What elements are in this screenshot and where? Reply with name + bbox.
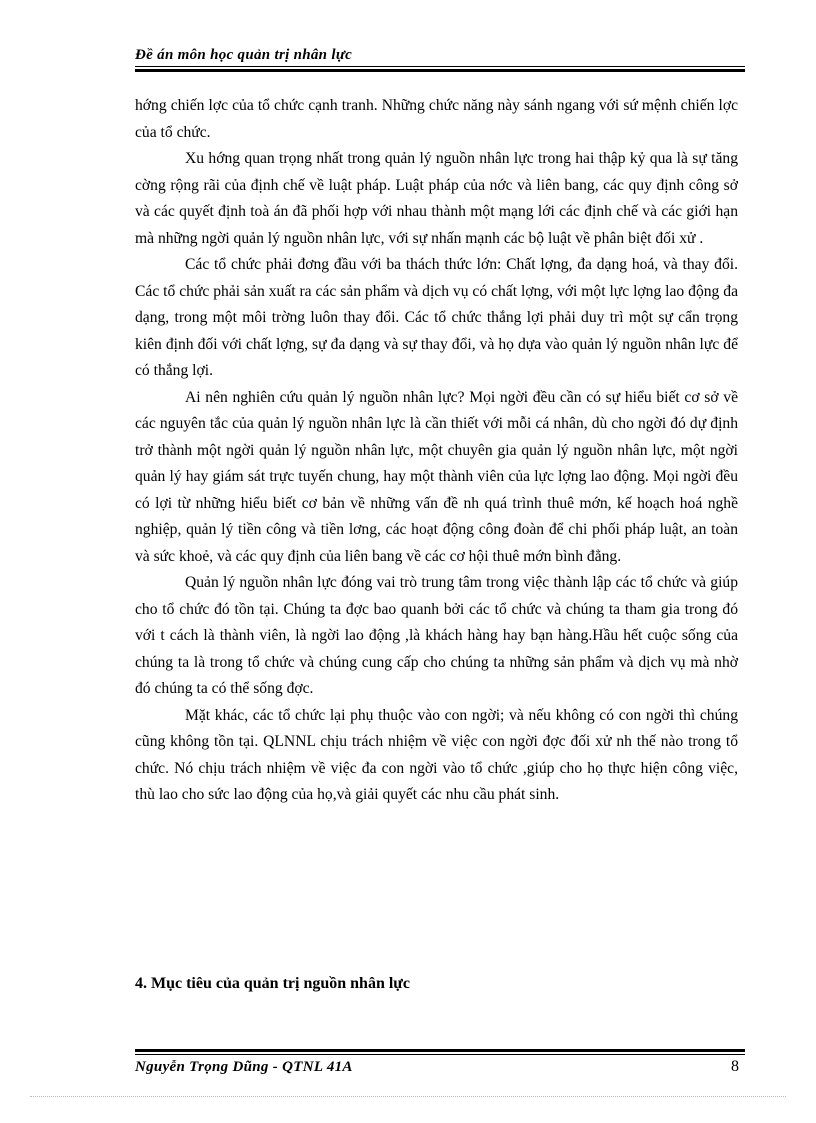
paragraph: hớng chiến lợc của tổ chức cạnh tranh. Những chức năng này sánh ngang với sứ mệnh chiến lợc của tổ chức. xyxy=(135,97,738,141)
body-text xyxy=(135,93,738,809)
header-rule-thin xyxy=(135,66,745,67)
footer-rule-thick xyxy=(135,1049,745,1052)
page-header xyxy=(135,46,745,64)
page-edge-dotted-line xyxy=(30,1096,786,1097)
footer-author: Nguyễn Trọng Dũng - QTNL 41A xyxy=(135,1059,353,1075)
page-footer xyxy=(135,1058,739,1076)
header-rule-thick xyxy=(135,69,745,72)
footer-rule-thin xyxy=(135,1054,745,1055)
section-heading: 4. Mục tiêu của quản trị nguồn nhân lực xyxy=(135,975,410,992)
paragraph: Xu hớng quan trọng nhất trong quản lý nguồn nhân lực trong hai thập kỷ qua là sự tăng cờng rộng rãi của định chế về luật pháp. Luật pháp của nớc và liên bang, các quy định công sở và các quyết định toà án đã phối hợp với nhau thành một mạng lới các định chế và các giới hạn mà những ngời quản lý nguồn nhân lực, với sự nhấn mạnh các bộ luật về phân biệt đối xử . xyxy=(135,150,738,247)
paragraph: Quản lý nguồn nhân lực đóng vai trò trung tâm trong việc thành lập các tổ chức và giúp cho tổ chức đó tồn tại. Chúng ta đợc bao quanh bởi các tổ chức và chúng ta tham gia trong đó với t cách là thành viên, là ngời lao động ,là khách hàng hay bạn hàng.Hầu hết cuộc sống của chúng ta là trong tổ chức và chúng cung cấp cho chúng ta những sản phẩm và dịch vụ mà nhờ đó chúng ta có thể sống đợc. xyxy=(135,574,738,697)
page-number: 8 xyxy=(731,1058,739,1075)
header-title: Đề án môn học quản trị nhân lực xyxy=(135,47,353,63)
paragraph: Mặt khác, các tổ chức lại phụ thuộc vào con ngời; và nếu không có con ngời thì chúng cũng không tồn tại. QLNNL chịu trách nhiệm về việc con ngời đợc đối xử nh thế nào trong tổ chức. Nó chịu trách nhiệm về việc đa con ngời vào tổ chức ,giúp cho họ thực hiện công việc, thù lao cho sức lao động của họ,và giải quyết các nhu cầu phát sinh. xyxy=(135,706,738,803)
paragraph: Các tổ chức phải đơng đầu với ba thách thức lớn: Chất lợng, đa dạng hoá, và thay đổi. Các tổ chức phải sản xuất ra các sản phẩm và dịch vụ có chất lợng, với một lực lợng lao động đa dạng, trong một môi trờng luôn thay đổi. Các tổ chức thắng lợi phải duy trì một sự cẩn trọng kiên định đối với chất lợng, sự đa dạng và sự thay đổi, và họ dựa vào quản lý nguồn nhân lực để có thắng lợi. xyxy=(135,256,738,379)
paragraph: Ai nên nghiên cứu quản lý nguồn nhân lực? Mọi ngời đều cần có sự hiểu biết cơ sở về các nguyên tắc của quản lý nguồn nhân lực là cần thiết với mỗi cá nhân, dù cho ngời đó dự định trở thành một ngời quản lý nguồn nhân lực, một chuyên gia quản lý nguồn nhân lực, một ngời quản lý hay giám sát trực tuyến chung, hay một thành viên của lực lợng lao động. Mọi ngời đều có lợi từ những hiểu biết cơ bản về những vấn đề nh quá trình thuê mớn, kế hoạch hoá nghề nghiệp, quản lý tiền công và tiền lơng, các hoạt động công đoàn để chi phối pháp luật, an toàn và sức khoẻ, và các quy định của liên bang về các cơ hội thuê mớn bình đẳng. xyxy=(135,388,738,565)
